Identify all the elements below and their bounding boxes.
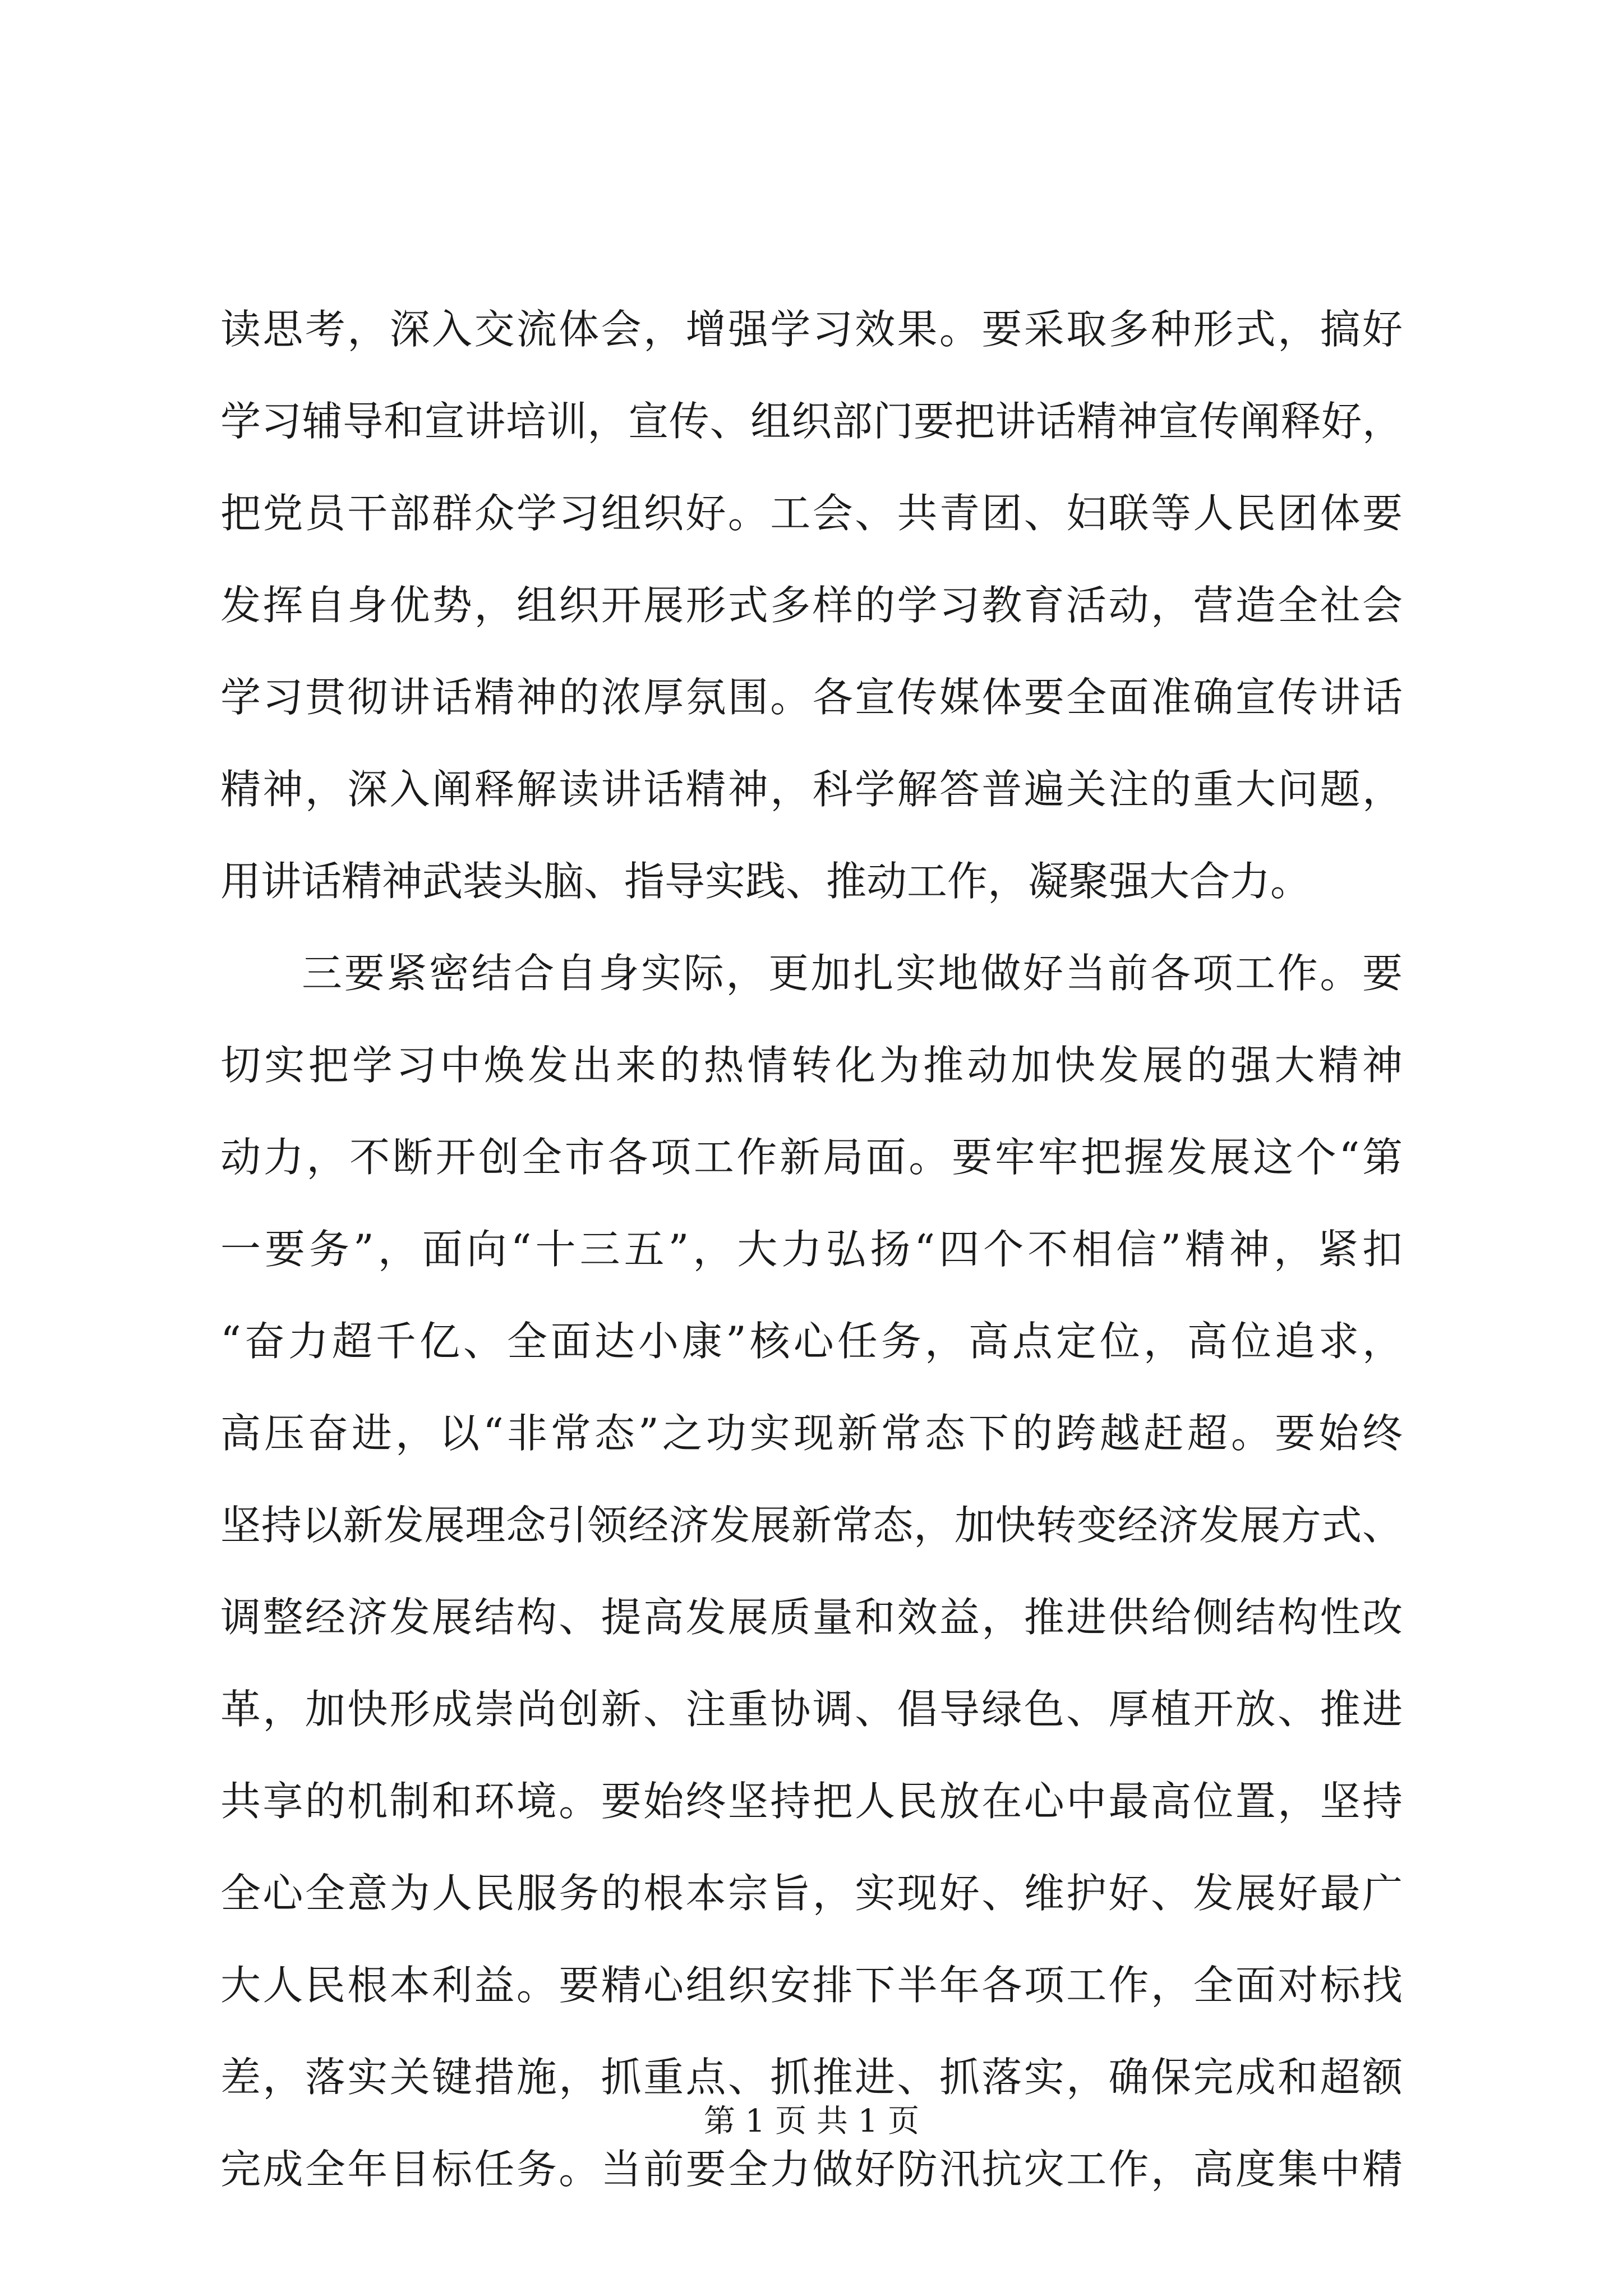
- text-line: 差，落实关键措施，抓重点、抓推进、抓落实，确保完成和超额: [220, 2054, 1403, 2101]
- text-line: 调整经济发展结构、提高发展质量和效益，推进供给侧结构性改: [220, 1594, 1403, 1641]
- text-line: 全心全意为人民服务的根本宗旨，实现好、维护好、发展好最广: [220, 1870, 1403, 1917]
- text-line: 共享的机制和环境。要始终坚持把人民放在心中最高位置，坚持: [220, 1778, 1403, 1825]
- page-number-footer: 第 1 页 共 1 页: [703, 2103, 920, 2139]
- text-line: 学习贯彻讲话精神的浓厚氛围。各宣传媒体要全面准确宣传讲话: [220, 674, 1403, 721]
- text-line: 切实把学习中焕发出来的热情转化为推动加快发展的强大精神: [220, 1042, 1403, 1089]
- document-body: [220, 283, 1403, 2215]
- text-line: 一要务”，面向“十三五”，大力弘扬“四个不相信”精神，紧扣: [220, 1226, 1403, 1273]
- text-line: 高压奋进，以“非常态”之功实现新常态下的跨越赶超。要始终: [220, 1410, 1403, 1457]
- text-line: 精神，深入阐释解读讲话精神，科学解答普遍关注的重大问题，: [220, 766, 1403, 813]
- text-line: 用讲话精神武装头脑、指导实践、推动工作，凝聚强大合力。: [220, 858, 1311, 905]
- text-line: 革，加快形成崇尚创新、注重协调、倡导绿色、厚植开放、推进: [220, 1686, 1403, 1733]
- text-line: 动力，不断开创全市各项工作新局面。要牢牢把握发展这个“第: [220, 1134, 1403, 1181]
- text-line: 学习辅导和宣讲培训，宣传、组织部门要把讲话精神宣传阐释好，: [220, 398, 1403, 445]
- text-line: 读思考，深入交流体会，增强学习效果。要采取多种形式，搞好: [220, 306, 1403, 353]
- text-line: “奋力超千亿、全面达小康”核心任务，高点定位，高位追求，: [220, 1318, 1403, 1365]
- text-line: 大人民根本利益。要精心组织安排下半年各项工作，全面对标找: [220, 1962, 1403, 2009]
- text-line: 坚持以新发展理念引领经济发展新常态，加快转变经济发展方式、: [220, 1502, 1403, 1549]
- paragraph-first-line: 三要紧密结合自身实际，更加扎实地做好当前各项工作。要: [302, 950, 1403, 997]
- text-line: 发挥自身优势，组织开展形式多样的学习教育活动，营造全社会: [220, 582, 1403, 629]
- text-line: 完成全年目标任务。当前要全力做好防汛抗灾工作，高度集中精: [220, 2146, 1403, 2193]
- text-line: 把党员干部群众学习组织好。工会、共青团、妇联等人民团体要: [220, 490, 1403, 537]
